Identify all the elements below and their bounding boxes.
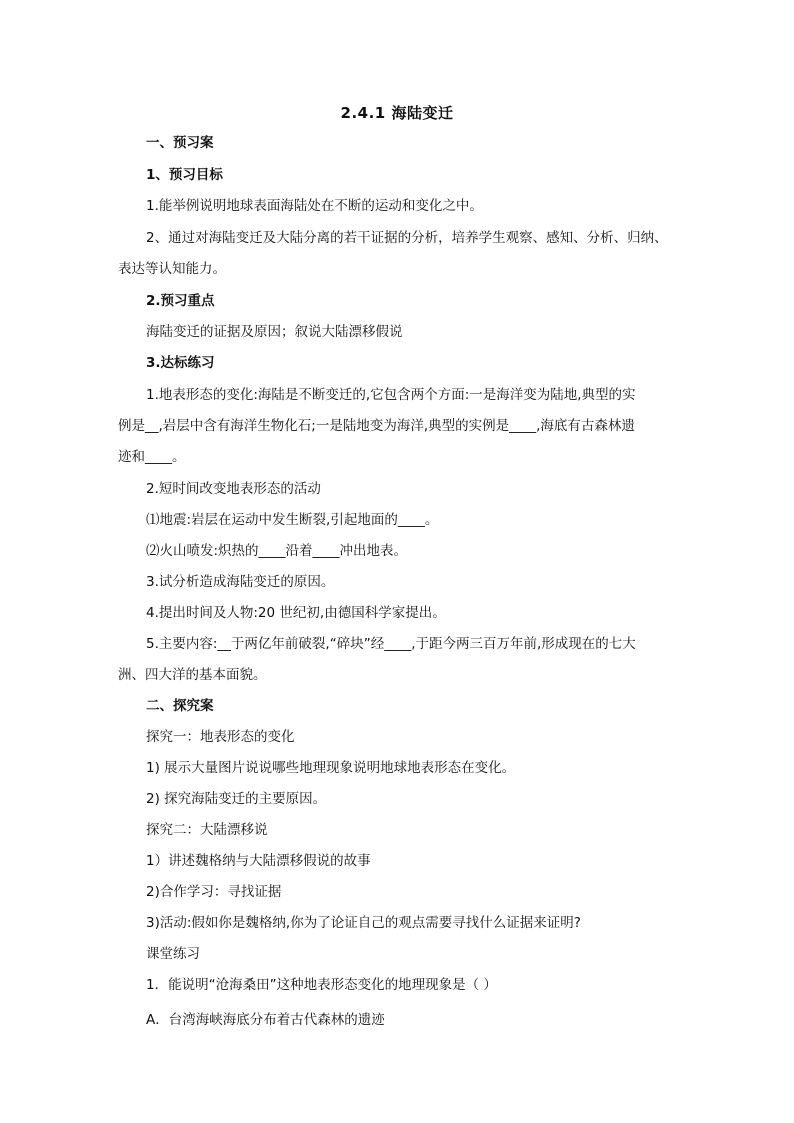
inquiry-part-1-item-a: 1) 展示大量图片说说哪些地理现象说明地球地表形态在变化。 <box>146 760 516 776</box>
inquiry-part-1: 探究一：地表形态的变化 <box>146 729 295 745</box>
practice-heading: 课堂练习 <box>146 946 200 962</box>
exercise-q2: 2.短时间改变地表形态的活动 <box>146 481 321 497</box>
subheading-objectives: 1、预习目标 <box>146 167 223 183</box>
subheading-key-points: 2.预习重点 <box>146 293 215 309</box>
inquiry-part-1-item-b: 2) 探究海陆变迁的主要原因。 <box>146 791 327 807</box>
section-heading-preview: 一、预习案 <box>146 135 214 151</box>
exercise-q3: 3.试分析造成海陆变迁的原因。 <box>146 574 335 590</box>
objective-item-1: 1.能举例说明地球表面海陆处在不断的运动和变化之中。 <box>146 198 483 214</box>
exercise-q1-line-3: 迹和____。 <box>118 449 186 465</box>
objective-item-2-line-1: 2、通过对海陆变迁及大陆分离的若干证据的分析，培养学生观察、感知、分析、归纳、 <box>146 230 668 246</box>
exercise-q1-line-2: 例是__,岩层中含有海洋生物化石;一是陆地变为海洋,典型的实例是____,海底有古森林遗 <box>118 418 635 434</box>
key-points-text: 海陆变迁的证据及原因；叙说大陆漂移假说 <box>146 324 403 340</box>
inquiry-part-2-item-a: 1）讲述魏格纳与大陆漂移假说的故事 <box>146 853 371 869</box>
exercise-q5-line-1: 5.主要内容:__于两亿年前破裂,“碎块”经____,于距今两三百万年前,形成现在的七大 <box>146 636 636 652</box>
exercise-q5-line-2: 洲、四大洋的基本面貌。 <box>118 667 267 683</box>
exercise-q2-a: ⑴地震:岩层在运动中发生断裂,引起地面的____。 <box>146 512 439 528</box>
objective-item-2-line-2: 表达等认知能力。 <box>118 261 226 277</box>
exercise-q1-line-1: 1.地表形态的变化:海陆是不断变迁的,它包含两个方面:一是海洋变为陆地,典型的实 <box>146 387 636 403</box>
inquiry-part-2-item-b: 2)合作学习：寻找证据 <box>146 884 282 900</box>
inquiry-part-2-item-c: 3)活动:假如你是魏格纳,你为了论证自己的观点需要寻找什么证据来证明? <box>146 915 581 931</box>
section-heading-inquiry: 二、探究案 <box>146 698 214 714</box>
exercise-q4: 4.提出时间及人物:20 世纪初,由德国科学家提出。 <box>146 605 446 621</box>
inquiry-part-2: 探究二：大陆漂移说 <box>146 822 268 838</box>
exercise-q2-b: ⑵火山喷发:炽热的____沿着____冲出地表。 <box>146 543 408 559</box>
subheading-exercises: 3.达标练习 <box>146 355 215 371</box>
practice-question-1-option-a: A．台湾海峡海底分布着古代森林的遗迹 <box>146 1012 385 1028</box>
practice-question-1: 1．能说明“沧海桑田”这种地表形态变化的地理现象是（ ） <box>146 977 497 993</box>
page-title: 2.4.1 海陆变迁 <box>340 104 454 122</box>
